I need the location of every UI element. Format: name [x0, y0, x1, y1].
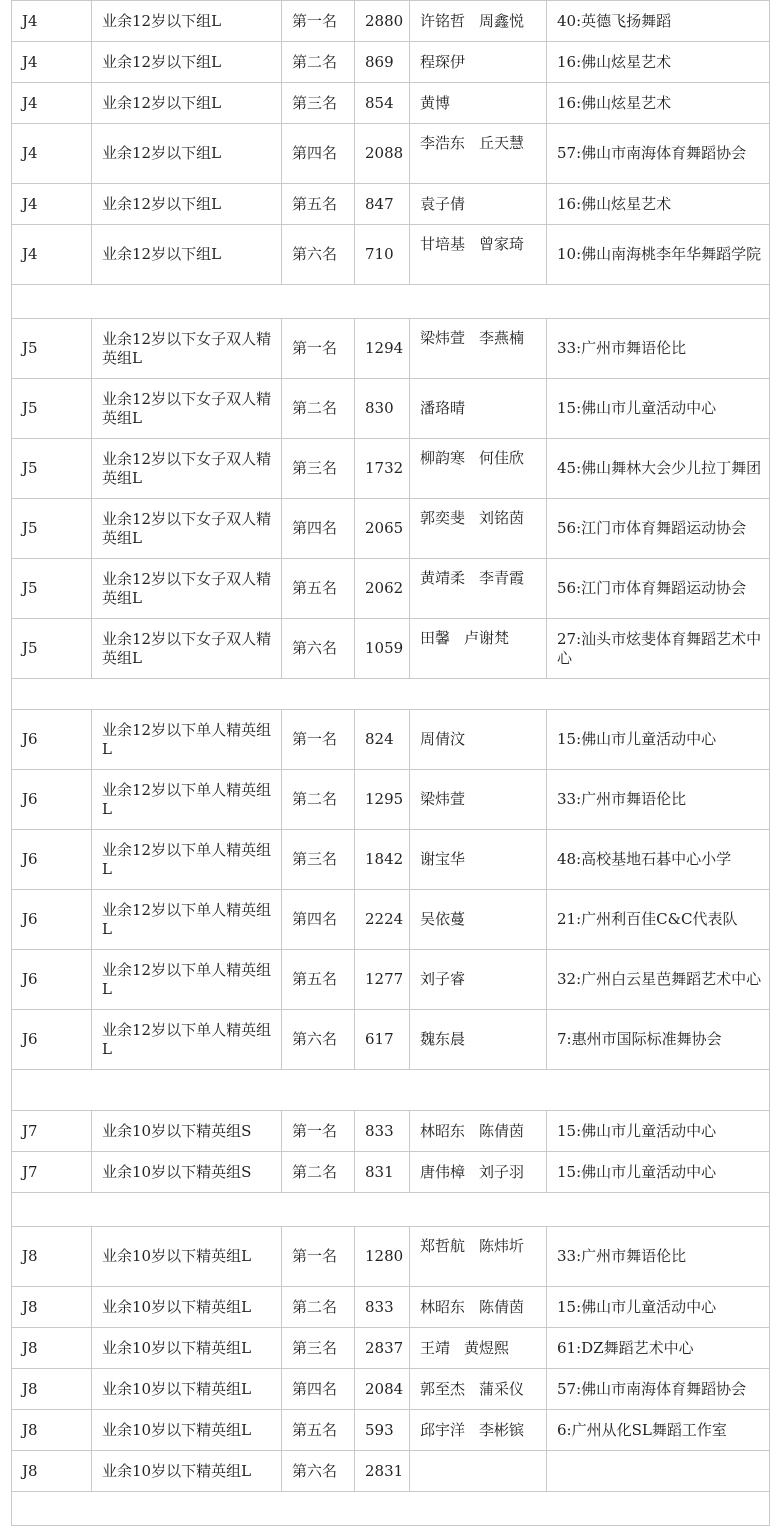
athlete-name: 田馨: [420, 629, 451, 647]
club-cell: 32:广州白云星芭舞蹈艺术中心: [547, 950, 770, 1010]
result-row: [12, 710, 770, 770]
club-cell: 15:佛山市儿童活动中心: [547, 379, 770, 439]
group-code-cell: J4: [12, 225, 92, 285]
group-code-cell: J6: [12, 830, 92, 890]
group-code-cell: J5: [12, 379, 92, 439]
group-code-cell: J5: [12, 559, 92, 619]
athletes-cell: [410, 1410, 547, 1451]
number-cell: 1294: [355, 319, 410, 379]
group-code-cell: J4: [12, 124, 92, 184]
athlete-name: 何佳欣: [479, 449, 525, 467]
number-cell: 2088: [355, 124, 410, 184]
category-cell: 业余12岁以下组L: [92, 83, 282, 124]
athlete-name: 林昭东: [420, 1121, 466, 1140]
separator-cell: [12, 285, 770, 319]
category-cell: 业余10岁以下精英组S: [92, 1111, 282, 1152]
result-row: [12, 1328, 770, 1369]
result-row: [12, 319, 770, 379]
club-cell: 56:江门市体育舞蹈运动协会: [547, 559, 770, 619]
place-cell: 第一名: [282, 1227, 355, 1287]
group-code-cell: J4: [12, 1, 92, 42]
number-cell: 869: [355, 42, 410, 83]
place-cell: 第六名: [282, 619, 355, 679]
category-cell: 业余12岁以下组L: [92, 124, 282, 184]
number-cell: 1280: [355, 1227, 410, 1287]
result-row: [12, 42, 770, 83]
result-row: [12, 83, 770, 124]
group-code-cell: J4: [12, 83, 92, 124]
results-table: [11, 0, 770, 1526]
place-cell: 第五名: [282, 184, 355, 225]
athlete-name: 曾家琦: [479, 235, 525, 253]
category-cell: 业余12岁以下女子双人精英组L: [92, 619, 282, 679]
category-cell: 业余12岁以下组L: [92, 1, 282, 42]
number-cell: 2084: [355, 1369, 410, 1410]
category-cell: 业余10岁以下精英组L: [92, 1287, 282, 1328]
athlete-name: 蒲采仪: [479, 1379, 525, 1398]
category-cell: 业余10岁以下精英组S: [92, 1152, 282, 1193]
athlete-name: 唐伟樟: [420, 1162, 466, 1181]
group-code-cell: J5: [12, 499, 92, 559]
athletes-cell: [410, 42, 547, 83]
category-cell: 业余10岁以下精英组L: [92, 1451, 282, 1492]
number-cell: 1295: [355, 770, 410, 830]
number-cell: 593: [355, 1410, 410, 1451]
place-cell: 第一名: [282, 319, 355, 379]
club-cell: 56:江门市体育舞蹈运动协会: [547, 499, 770, 559]
place-cell: 第一名: [282, 1111, 355, 1152]
club-cell: 16:佛山炫星艺术: [547, 184, 770, 225]
athletes-cell: [410, 124, 547, 184]
athlete-name: 李彬镔: [479, 1420, 525, 1439]
number-cell: 854: [355, 83, 410, 124]
athlete-name: 梁炜萱: [420, 329, 466, 347]
club-cell: 21:广州利百佳C&C代表队: [547, 890, 770, 950]
result-row: [12, 1369, 770, 1410]
athlete-name: 陈倩茵: [479, 1121, 525, 1140]
club-cell: 33:广州市舞语伦比: [547, 770, 770, 830]
athletes-cell: [410, 184, 547, 225]
group-separator-row: [12, 679, 770, 710]
number-cell: 2065: [355, 499, 410, 559]
number-cell: 1277: [355, 950, 410, 1010]
separator-cell: [12, 1492, 770, 1526]
club-cell: 33:广州市舞语伦比: [547, 1227, 770, 1287]
club-cell: 15:佛山市儿童活动中心: [547, 1111, 770, 1152]
athlete-name: 卢谢梵: [464, 629, 510, 647]
athletes-cell: [410, 710, 547, 770]
athlete-name: 黄靖柔: [420, 569, 466, 587]
place-cell: 第五名: [282, 950, 355, 1010]
category-cell: 业余12岁以下单人精英组L: [92, 1010, 282, 1070]
group-code-cell: J5: [12, 439, 92, 499]
athletes-cell: [410, 1227, 547, 1287]
category-cell: 业余10岁以下精英组L: [92, 1227, 282, 1287]
athletes-cell: [410, 770, 547, 830]
club-cell: 6:广州从化SL舞蹈工作室: [547, 1410, 770, 1451]
place-cell: 第四名: [282, 124, 355, 184]
group-code-cell: J8: [12, 1287, 92, 1328]
place-cell: 第四名: [282, 890, 355, 950]
athlete-name: 袁子倩: [420, 194, 466, 213]
result-row: [12, 499, 770, 559]
result-row: [12, 1227, 770, 1287]
result-row: [12, 439, 770, 499]
category-cell: 业余12岁以下女子双人精英组L: [92, 499, 282, 559]
result-row: [12, 559, 770, 619]
club-cell: 15:佛山市儿童活动中心: [547, 710, 770, 770]
athlete-name: 魏东晨: [420, 1030, 466, 1048]
group-code-cell: J8: [12, 1451, 92, 1492]
result-row: [12, 890, 770, 950]
athlete-name: 谢宝华: [420, 850, 466, 868]
athletes-cell: [410, 1287, 547, 1328]
athlete-name: 林昭东: [420, 1297, 466, 1316]
athlete-name: 丘天慧: [479, 134, 525, 152]
result-row: [12, 830, 770, 890]
category-cell: 业余10岁以下精英组L: [92, 1328, 282, 1369]
number-cell: 1842: [355, 830, 410, 890]
category-cell: 业余12岁以下单人精英组L: [92, 710, 282, 770]
category-cell: 业余12岁以下女子双人精英组L: [92, 439, 282, 499]
place-cell: 第四名: [282, 499, 355, 559]
athlete-name: 周倩汶: [420, 730, 466, 748]
athlete-name: 梁炜萱: [420, 790, 466, 808]
athletes-cell: [410, 1328, 547, 1369]
athletes-cell: [410, 1451, 547, 1492]
result-row: [12, 1451, 770, 1492]
place-cell: 第一名: [282, 1, 355, 42]
athlete-name: 李燕楠: [479, 329, 525, 347]
athlete-name: 李浩东: [420, 134, 466, 152]
category-cell: 业余12岁以下组L: [92, 225, 282, 285]
athletes-cell: [410, 830, 547, 890]
athlete-name: 刘铭茵: [479, 509, 525, 527]
category-cell: 业余12岁以下女子双人精英组L: [92, 559, 282, 619]
athletes-cell: [410, 1369, 547, 1410]
club-cell: 57:佛山市南海体育舞蹈协会: [547, 124, 770, 184]
athlete-name: 刘子睿: [420, 970, 466, 988]
category-cell: 业余12岁以下单人精英组L: [92, 890, 282, 950]
athlete-name: 潘珞晴: [420, 399, 466, 417]
separator-cell: [12, 1070, 770, 1111]
result-row: [12, 184, 770, 225]
club-cell: 10:佛山南海桃李年华舞蹈学院: [547, 225, 770, 285]
result-row: [12, 1410, 770, 1451]
group-code-cell: J5: [12, 619, 92, 679]
number-cell: 847: [355, 184, 410, 225]
result-row: [12, 619, 770, 679]
group-code-cell: J4: [12, 42, 92, 83]
category-cell: 业余12岁以下组L: [92, 42, 282, 83]
group-separator-row: [12, 1193, 770, 1227]
athletes-cell: [410, 83, 547, 124]
category-cell: 业余12岁以下组L: [92, 184, 282, 225]
category-cell: 业余10岁以下精英组L: [92, 1410, 282, 1451]
athlete-name: 周鑫悦: [479, 11, 525, 30]
group-code-cell: J7: [12, 1111, 92, 1152]
place-cell: 第三名: [282, 1328, 355, 1369]
group-code-cell: J6: [12, 1010, 92, 1070]
group-code-cell: J6: [12, 770, 92, 830]
athletes-cell: [410, 1, 547, 42]
club-cell: 45:佛山舞林大会少儿拉丁舞团: [547, 439, 770, 499]
athletes-cell: [410, 319, 547, 379]
category-cell: 业余12岁以下单人精英组L: [92, 950, 282, 1010]
athletes-cell: [410, 1111, 547, 1152]
category-cell: 业余12岁以下单人精英组L: [92, 830, 282, 890]
group-code-cell: J8: [12, 1410, 92, 1451]
result-row: [12, 1152, 770, 1193]
place-cell: 第二名: [282, 1152, 355, 1193]
athletes-cell: [410, 499, 547, 559]
club-cell: 40:英德飞扬舞蹈: [547, 1, 770, 42]
result-row: [12, 950, 770, 1010]
place-cell: 第四名: [282, 1369, 355, 1410]
separator-cell: [12, 679, 770, 710]
place-cell: 第二名: [282, 379, 355, 439]
number-cell: 2837: [355, 1328, 410, 1369]
category-cell: 业余12岁以下单人精英组L: [92, 770, 282, 830]
athletes-cell: [410, 1010, 547, 1070]
athletes-cell: [410, 950, 547, 1010]
result-row: [12, 1111, 770, 1152]
place-cell: 第三名: [282, 83, 355, 124]
athletes-cell: [410, 379, 547, 439]
group-code-cell: J8: [12, 1227, 92, 1287]
athletes-cell: [410, 439, 547, 499]
number-cell: 2831: [355, 1451, 410, 1492]
place-cell: 第二名: [282, 42, 355, 83]
group-separator-row: [12, 1492, 770, 1526]
club-cell: 7:惠州市国际标准舞协会: [547, 1010, 770, 1070]
athlete-name: 李青霞: [479, 569, 525, 587]
athlete-name: 黄煜熙: [464, 1338, 510, 1357]
group-code-cell: J6: [12, 890, 92, 950]
athlete-name: 甘培基: [420, 235, 466, 253]
group-code-cell: J8: [12, 1369, 92, 1410]
group-separator-row: [12, 285, 770, 319]
athlete-name: 许铭哲: [420, 11, 466, 30]
club-cell: 27:汕头市炫斐体育舞蹈艺术中心: [547, 619, 770, 679]
athletes-cell: [410, 1152, 547, 1193]
place-cell: 第三名: [282, 439, 355, 499]
athlete-name: 程琛伊: [420, 52, 466, 71]
athlete-name: 王靖: [420, 1338, 451, 1357]
athlete-name: 陈炜圻: [479, 1237, 525, 1255]
group-code-cell: J4: [12, 184, 92, 225]
club-cell: 57:佛山市南海体育舞蹈协会: [547, 1369, 770, 1410]
club-cell: 16:佛山炫星艺术: [547, 42, 770, 83]
place-cell: 第五名: [282, 1410, 355, 1451]
group-code-cell: J6: [12, 950, 92, 1010]
place-cell: 第六名: [282, 1451, 355, 1492]
category-cell: 业余10岁以下精英组L: [92, 1369, 282, 1410]
number-cell: 2224: [355, 890, 410, 950]
result-row: [12, 225, 770, 285]
place-cell: 第三名: [282, 830, 355, 890]
number-cell: 833: [355, 1111, 410, 1152]
place-cell: 第二名: [282, 770, 355, 830]
group-code-cell: J6: [12, 710, 92, 770]
athlete-name: 陈倩茵: [479, 1297, 525, 1316]
place-cell: 第一名: [282, 710, 355, 770]
athlete-name: 刘子羽: [479, 1162, 525, 1181]
number-cell: 2062: [355, 559, 410, 619]
result-row: [12, 1, 770, 42]
result-row: [12, 1287, 770, 1328]
number-cell: 617: [355, 1010, 410, 1070]
number-cell: 2880: [355, 1, 410, 42]
result-row: [12, 124, 770, 184]
athletes-cell: [410, 559, 547, 619]
number-cell: 833: [355, 1287, 410, 1328]
club-cell: [547, 1451, 770, 1492]
athletes-cell: [410, 225, 547, 285]
place-cell: 第二名: [282, 1287, 355, 1328]
athlete-name: 吴依蔓: [420, 910, 466, 928]
club-cell: 15:佛山市儿童活动中心: [547, 1287, 770, 1328]
group-code-cell: J5: [12, 319, 92, 379]
group-separator-row: [12, 1070, 770, 1111]
number-cell: 1732: [355, 439, 410, 499]
club-cell: 16:佛山炫星艺术: [547, 83, 770, 124]
club-cell: 48:高校基地石碁中心小学: [547, 830, 770, 890]
place-cell: 第六名: [282, 225, 355, 285]
place-cell: 第六名: [282, 1010, 355, 1070]
athlete-name: 柳韵寒: [420, 449, 466, 467]
number-cell: 831: [355, 1152, 410, 1193]
place-cell: 第五名: [282, 559, 355, 619]
separator-cell: [12, 1193, 770, 1227]
number-cell: 824: [355, 710, 410, 770]
number-cell: 710: [355, 225, 410, 285]
group-code-cell: J8: [12, 1328, 92, 1369]
athletes-cell: [410, 619, 547, 679]
result-row: [12, 770, 770, 830]
athletes-cell: [410, 890, 547, 950]
athlete-name: 郭奕斐: [420, 509, 466, 527]
club-cell: 15:佛山市儿童活动中心: [547, 1152, 770, 1193]
result-row: [12, 379, 770, 439]
result-row: [12, 1010, 770, 1070]
category-cell: 业余12岁以下女子双人精英组L: [92, 319, 282, 379]
number-cell: 1059: [355, 619, 410, 679]
club-cell: 33:广州市舞语伦比: [547, 319, 770, 379]
athlete-name: 郑哲航: [420, 1237, 466, 1255]
athlete-name: 郭至杰: [420, 1379, 466, 1398]
athlete-name: 黄博: [420, 93, 451, 112]
group-code-cell: J7: [12, 1152, 92, 1193]
results-body: [12, 1, 770, 1526]
number-cell: 830: [355, 379, 410, 439]
athlete-name: 邱宇洋: [420, 1420, 466, 1439]
category-cell: 业余12岁以下女子双人精英组L: [92, 379, 282, 439]
club-cell: 61:DZ舞蹈艺术中心: [547, 1328, 770, 1369]
